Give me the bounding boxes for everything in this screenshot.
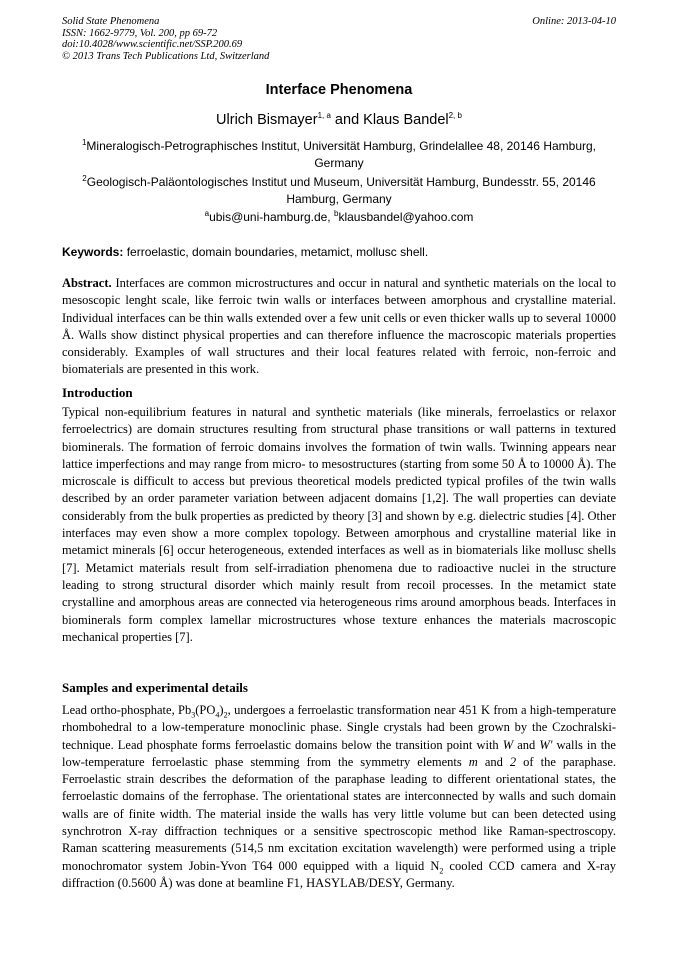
doi-line: doi:10.4028/www.scientific.net/SSP.200.69: [62, 39, 243, 50]
author-conjunction: and: [330, 112, 364, 128]
italic-symbol: W': [539, 737, 553, 752]
email-b: klausbandel@yahoo.com: [338, 210, 474, 224]
author-2: Klaus Bandel: [363, 112, 449, 128]
subscript: 3: [191, 710, 196, 720]
samples-text-part: cooled CCD camera and X-ray diffraction (0.5600 Å) was done at beamline F1, HASYLAB/DESY, Germany.: [62, 858, 616, 890]
samples-text-part: walls in the low-temperature ferroelastic phase stemming from the symmetry elements: [62, 737, 616, 769]
introduction-heading: Introduction: [62, 385, 133, 400]
author-1: Ulrich Bismayer: [216, 112, 318, 128]
issn-line: ISSN: 1662-9779, Vol. 200, pp 69-72: [62, 27, 218, 39]
italic-symbol: m: [468, 754, 478, 769]
italic-symbol: W: [502, 737, 514, 752]
affiliation-2-number: 2: [82, 174, 87, 183]
affiliation-1: [62, 138, 616, 172]
affiliation-2-text: Geologisch-Paläontologisches Institut und Museum, Universität Hamburg, Bundesstr. 55, 20146 Hamburg, Germany: [86, 175, 596, 206]
samples-text-part: ): [219, 703, 224, 717]
samples-text-part: Lead ortho-phosphate, Pb: [62, 703, 192, 717]
italic-symbol: 2: [509, 754, 517, 769]
subscript: 2: [439, 866, 444, 876]
subscript: 2: [223, 710, 228, 720]
abstract: [62, 275, 616, 379]
samples-text-part: and: [513, 737, 540, 752]
online-date: Online: 2013-04-10: [532, 16, 616, 27]
samples-heading: Samples and experimental details: [62, 680, 248, 695]
paper-title: Interface Phenomena: [265, 82, 413, 98]
keywords: [62, 244, 616, 260]
author-2-superscript: 2, b: [448, 111, 462, 121]
samples-text-part: (PO: [195, 703, 216, 717]
author-1-superscript: 1, a: [317, 111, 331, 121]
journal-header: [62, 16, 616, 62]
affiliation-1-number: 1: [81, 138, 87, 147]
subscript: 4: [215, 710, 220, 720]
samples-text-part: and: [477, 754, 510, 769]
abstract-text: Interfaces are common microstructures and occur in natural and synthetic materials on the local to mesoscopic lenght scale, like ferroic twin walls or interfaces between amorphous and crystalline material. Individual interfaces can be thin walls extended over a few unit cells or even thicker walls up to several 10000 Å. Walls show distinct physical properties and can therefore influence the macroscopic materials properties considerably. Examples of wall structures and their local features related with ferroic, non-ferroic and biomaterials are presented in this work.: [62, 276, 616, 377]
introduction-text: Typical non-equilibrium features in natural and synthetic materials (like minerals, ferroelastics or relaxor ferroelectrics) are domain structures resulting from structural phase transitions or wall patterns in textured biominerals. The formation of ferroic domains involves the formation of twin walls. Twinning appears near lattice imperfections and may range from micro- to mesostructures (starting from some 50 Å to 10000 Å). The microscale is difficult to access but previous theoretical models predicted typical profiles of the twin walls described by an order parameter variation between adjacent domains [1,2]. The wall properties can deviate considerably from the bulk properties as predicted by theory [3] and shown by e.g. dielectric studies [4]. Other interfaces may even show a more complex topology. Between amorphous and crystalline material like in metamict minerals [6] occur heterogeneous, extended interfaces as well as in biomaterials like mollusc shells [7]. Metamict materials result from self-irradiation phenomena due to radioactive nuclei in the structure leading to strong structural disorder which mainly result from recoil processes. In the metamict state crystalline and amorphous areas are connected via heterogeneous rims around amorphous beads. Interfaces in biominerals form complex lamellar microstructures whose texture enhances the materials macroscopic mechanical properties [7].: [62, 405, 616, 644]
samples-text-part: of the paraphase. Ferroelastic strain describes the deformation of the paraphase leading to different orientational states, the ferroelastic domains of the ferrophase. The orientational states are interconnected by walls and such domain walls are of finite width. The material inside the walls has very little volume but can been detected using synchrotron X-ray diffraction techniques or a sensitive spectroscopic method like Raman-spectroscopy. Raman scattering measurements (514,5 nm excitation excitation wavelength) were performed using a triple monochromator system Jobin-Yvon T64 000 equipped with a liquid N: [62, 754, 616, 873]
email-a: ubis@uni-hamburg.de,: [209, 210, 334, 224]
keywords-label: Keywords:: [62, 245, 124, 259]
email-line: [62, 209, 616, 226]
journal-name: Solid State Phenomena: [62, 16, 160, 27]
samples-text-part: , undergoes a ferroelastic transformation near 451 K from a high-temperature rhombohedral to a low-temperature monoclinic phase. Single crystals had been grown by the Czochralski-technique. Lead phosphate forms ferroelastic domains below the transition point with: [62, 703, 617, 752]
abstract-label: Abstract.: [62, 276, 112, 290]
author-line: [0, 112, 678, 128]
email-b-tag: b: [333, 209, 339, 218]
affiliation-2: [62, 174, 616, 208]
email-a-tag: a: [204, 209, 210, 218]
affiliation-1-text: Mineralogisch-Petrographisches Institut, Universität Hamburg, Grindelallee 48, 20146 Hamburg, Germany: [86, 139, 597, 170]
keywords-text: ferroelastic, domain boundaries, metamict, mollusc shell.: [123, 245, 429, 259]
samples-text: [62, 702, 616, 892]
copyright-line: © 2013 Trans Tech Publications Ltd, Switzerland: [62, 50, 270, 62]
